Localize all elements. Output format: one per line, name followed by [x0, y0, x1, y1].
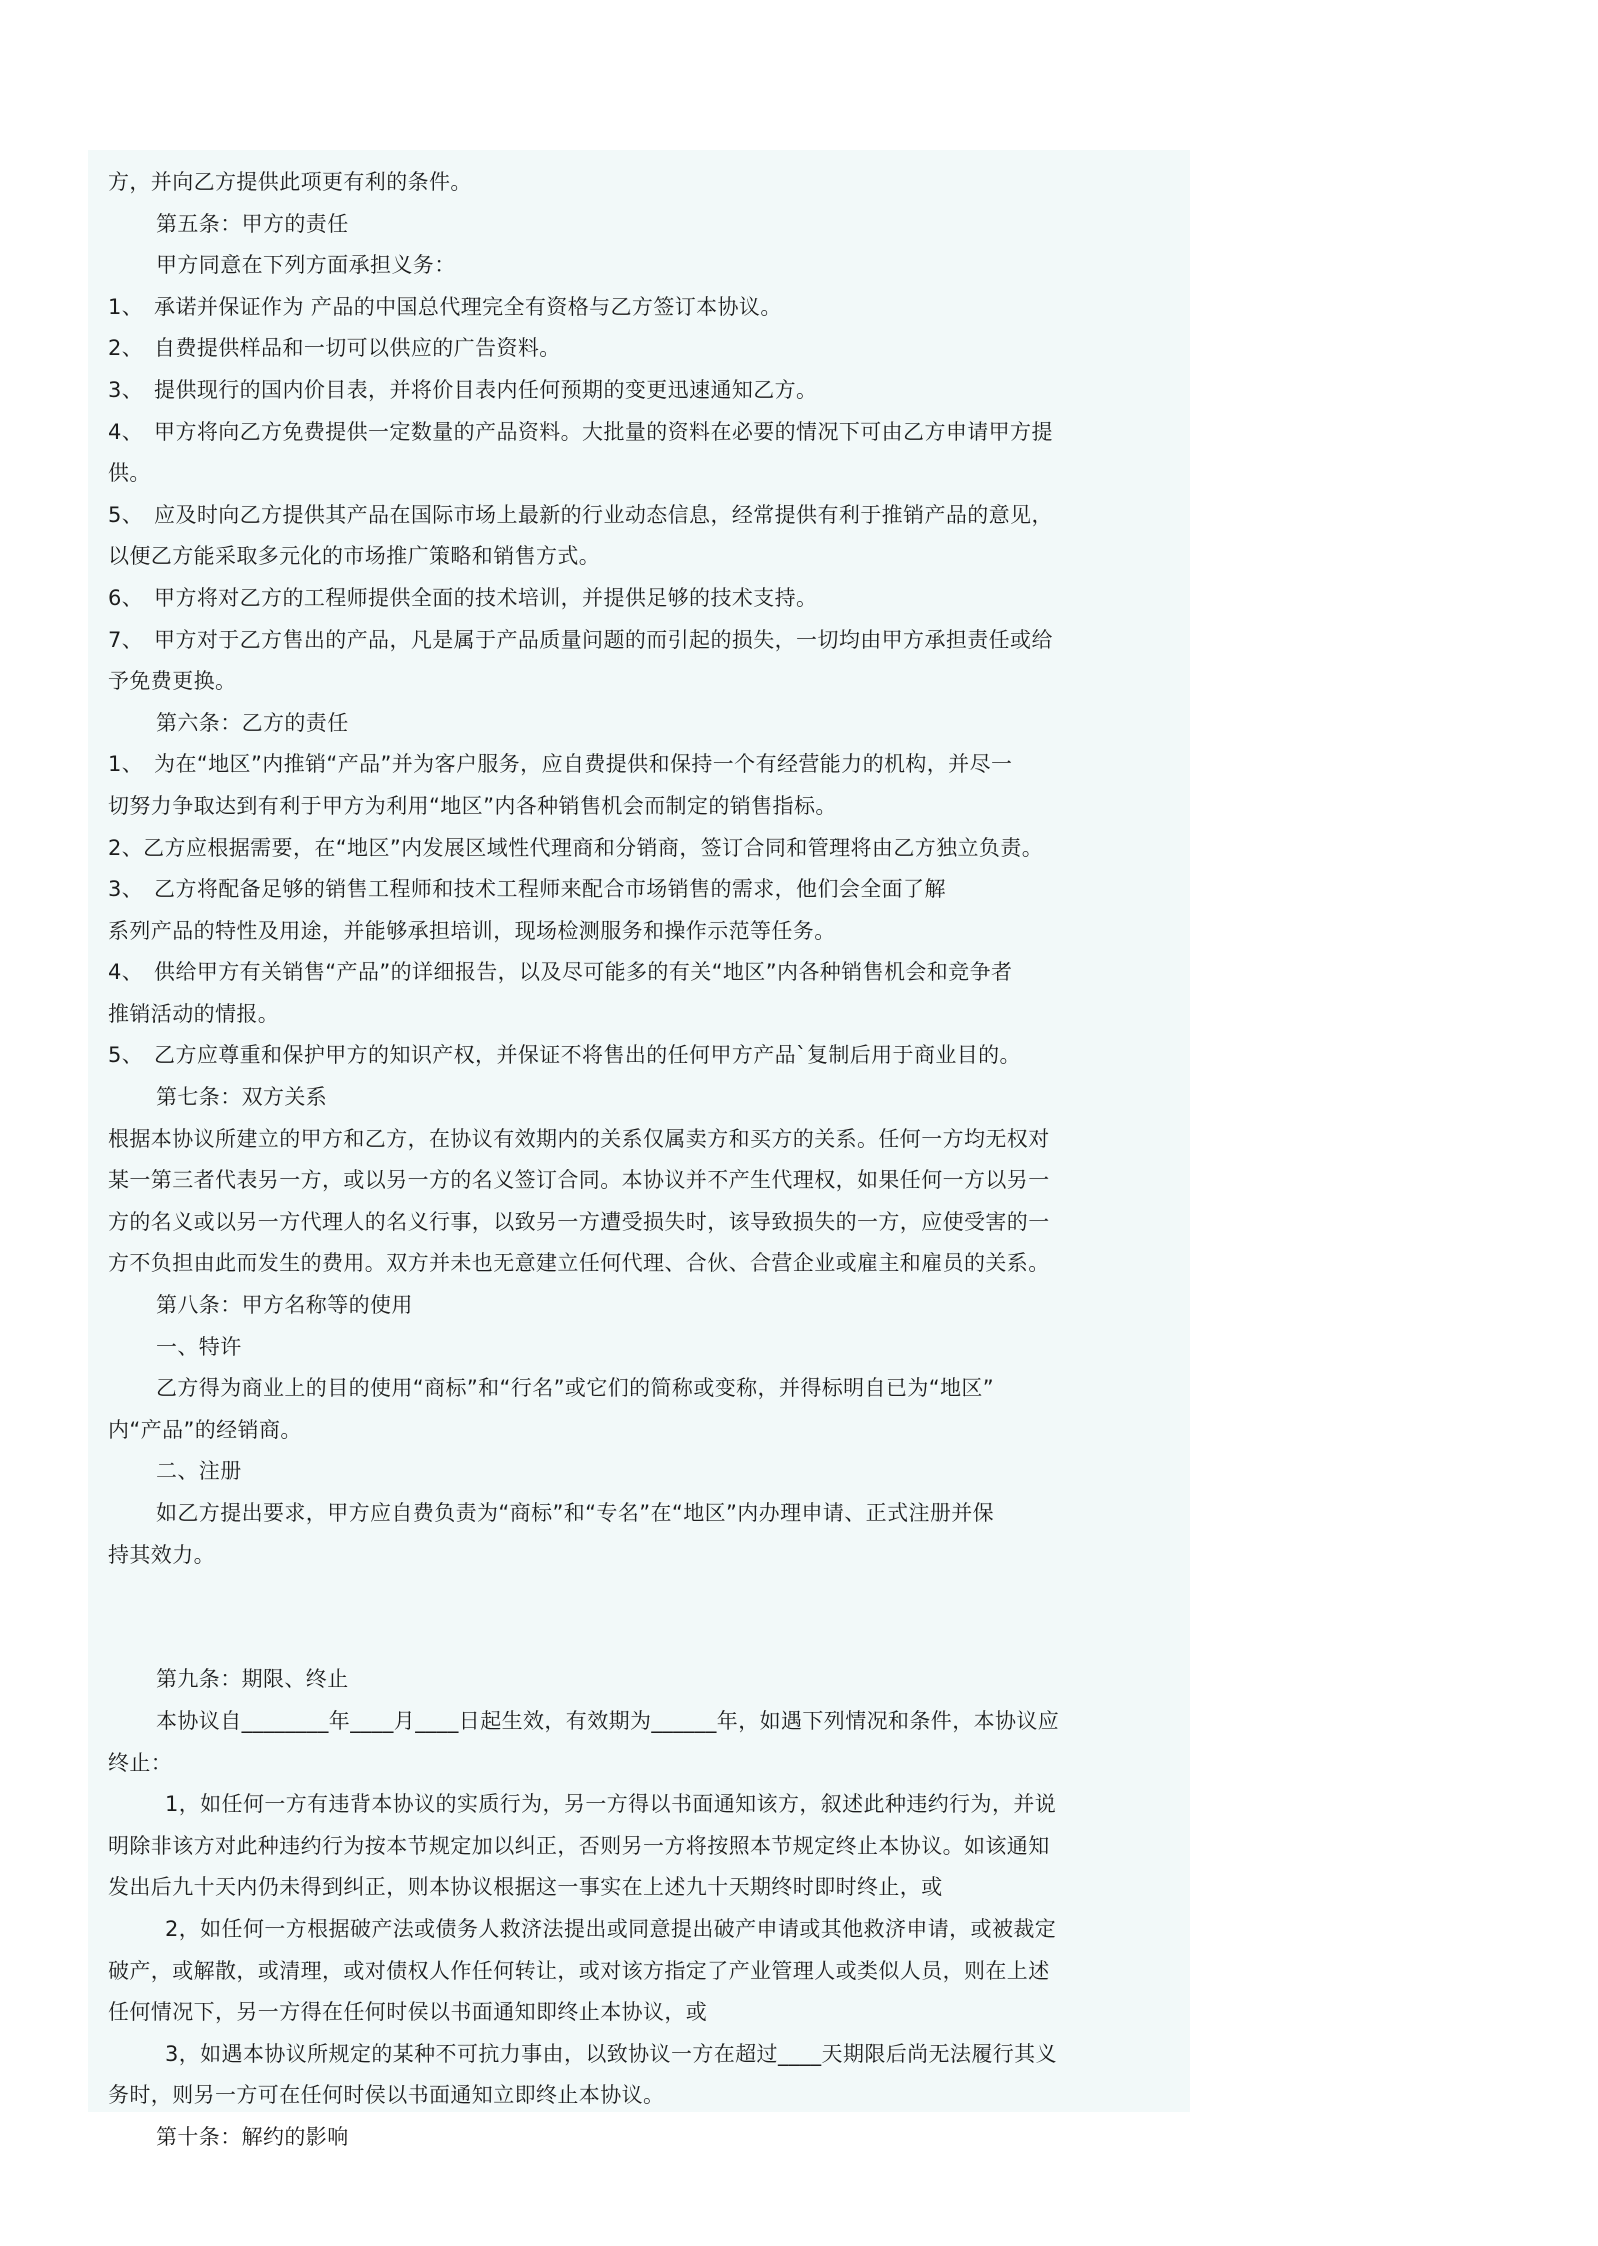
- text-line: 2、 自费提供样品和一切可以供应的广告资料。: [108, 336, 561, 361]
- blank-line: [108, 1576, 1180, 1618]
- text-line: 如乙方提出要求，甲方应自费负责为“商标”和“专名”在“地区”内办理申请、正式注册并保: [156, 1501, 995, 1525]
- text-line: 3、 乙方将配备足够的销售工程师和技术工程师来配合市场销售的需求，他们会全面了解: [108, 877, 946, 902]
- text-line: 第六条：乙方的责任: [156, 710, 349, 735]
- text-line: 任何情况下，另一方得在任何时侯以书面通知即终止本协议，或: [108, 2000, 708, 2025]
- text-line: 方的名义或以另一方代理人的名义行事，以致另一方遭受损失时，该导致损失的一方，应使受害的一: [108, 1209, 1050, 1234]
- text-line: 以便乙方能采取多元化的市场推广策略和销售方式。: [108, 544, 601, 569]
- text-line: 一、特许: [156, 1334, 242, 1359]
- text-line: 二、注册: [156, 1459, 242, 1484]
- text-line: 3，如遇本协议所规定的某种不可抗力事由，以致协议一方在超过____天期限后尚无法履行其义: [165, 2041, 1057, 2066]
- document-page: [88, 150, 1190, 2149]
- text-line: 持其效力。: [108, 1542, 215, 1567]
- text-line: 乙方得为商业上的目的使用“商标”和“行名”或它们的简称或变称，并得标明自已为“地区”: [156, 1376, 995, 1401]
- text-line: 推销活动的情报。: [108, 1001, 280, 1026]
- text-line: 方不负担由此而发生的费用。双方并未也无意建立任何代理、合伙、合营企业或雇主和雇员的关系。: [108, 1251, 1050, 1276]
- text-line: 甲方同意在下列方面承担义务：: [156, 253, 456, 278]
- text-line: 内“产品”的经销商。: [108, 1417, 302, 1442]
- text-line: 供。: [108, 461, 151, 486]
- text-line: 切努力争取达到有利于甲方为利用“地区”内各种销售机会而制定的销售指标。: [108, 793, 837, 818]
- text-line: 第九条：期限、终止: [156, 1667, 349, 1692]
- text-line: 终止：: [108, 1750, 173, 1775]
- text-line: 第八条：甲方名称等的使用: [156, 1293, 413, 1318]
- text-line: 5、 应及时向乙方提供其产品在国际市场上最新的行业动态信息，经常提供有利于推销产品的意见，: [108, 502, 1053, 527]
- text-line: 第五条：甲方的责任: [156, 211, 349, 236]
- text-line: 2、乙方应根据需要，在“地区”内发展区域性代理商和分销商，签订合同和管理将由乙方独立负责。: [108, 835, 1044, 860]
- text-line: 某一第三者代表另一方，或以另一方的名义签订合同。本协议并不产生代理权，如果任何一方以另一: [108, 1168, 1050, 1193]
- text-line: 予免费更换。: [108, 669, 237, 694]
- text-line: 4、 甲方将向乙方免费提供一定数量的产品资料。大批量的资料在必要的情况下可由乙方申请甲方提: [108, 419, 1053, 444]
- text-line: 1、 为在“地区”内推销“产品”并为客户服务，应自费提供和保持一个有经营能力的机构，并尽一: [108, 752, 1013, 777]
- text-line: 3、 提供现行的国内价目表，并将价目表内任何预期的变更迅速通知乙方。: [108, 377, 818, 402]
- document-body: [108, 162, 1180, 2159]
- text-line: 方，并向乙方提供此项更有利的条件。: [108, 170, 472, 194]
- text-line: 4、 供给甲方有关销售“产品”的详细报告，以及尽可能多的有关“地区”内各种销售机会和竞争者: [108, 960, 1013, 985]
- text-line: 第十条：解约的影响: [156, 2124, 349, 2149]
- text-line: 1、 承诺并保证作为 产品的中国总代理完全有资格与乙方签订本协议。: [108, 294, 782, 319]
- text-line: 1，如任何一方有违背本协议的实质行为，另一方得以书面通知该方，叙述此种违约行为，并说: [165, 1792, 1057, 1817]
- text-line: 明除非该方对此种违约行为按本节规定加以纠正，否则另一方将按照本节规定终止本协议。如该通知: [108, 1833, 1050, 1858]
- text-line: 本协议自________年____月____日起生效，有效期为______年，如遇下列情况和条件，本协议应: [156, 1708, 1060, 1733]
- text-line: 系列产品的特性及用途，并能够承担培训，现场检测服务和操作示范等任务。: [108, 918, 836, 943]
- text-line: 5、 乙方应尊重和保护甲方的知识产权，并保证不将售出的任何甲方产品`复制后用于商业目的。: [108, 1043, 1021, 1068]
- text-line: 破产，或解散，或清理，或对债权人作任何转让，或对该方指定了产业管理人或类似人员，则在上述: [108, 1958, 1050, 1983]
- text-line: 2，如任何一方根据破产法或债务人救济法提出或同意提出破产申请或其他救济申请，或被裁定: [165, 1916, 1057, 1941]
- text-line: 发出后九十天内仍未得到纠正，则本协议根据这一事实在上述九十天期终时即时终止，或: [108, 1875, 943, 1900]
- text-line: 第七条：双方关系: [156, 1085, 328, 1110]
- blank-line: [108, 1618, 1180, 1660]
- text-line: 务时，则另一方可在任何时侯以书面通知立即终止本协议。: [108, 2083, 665, 2108]
- text-line: 6、 甲方将对乙方的工程师提供全面的技术培训，并提供足够的技术支持。: [108, 585, 818, 610]
- text-line: 根据本协议所建立的甲方和乙方，在协议有效期内的关系仅属卖方和买方的关系。任何一方均无权对: [108, 1126, 1050, 1151]
- text-line: 7、 甲方对于乙方售出的产品，凡是属于产品质量问题的而引起的损失，一切均由甲方承担责任或给: [108, 627, 1053, 652]
